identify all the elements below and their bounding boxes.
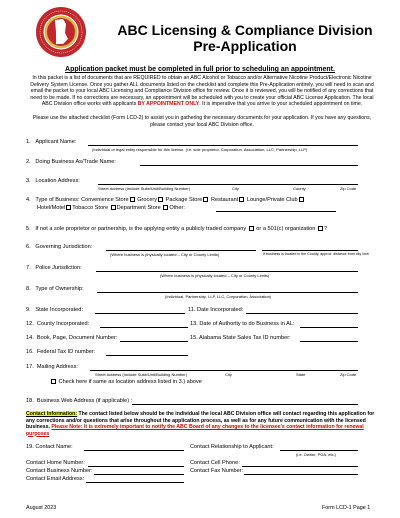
field-8-text: Type of Ownership: [35, 286, 84, 292]
option-convenience-store-checkbox[interactable] [130, 197, 135, 202]
checklist-note: Please use the attached checklist (Form LCD-2) to assist you in gathering the necessary documents for your application. If you have any questions, please contact your local ABC Division office. [32, 115, 372, 128]
field-17-state-caption: State [296, 372, 306, 377]
field-8-number: 8. [26, 286, 31, 292]
title-line-1: ABC Licensing & Compliance Division [117, 22, 373, 38]
option-hotel-motel-checkbox[interactable] [66, 205, 71, 210]
option-convenience-store-label: Convenience Store [81, 197, 129, 203]
contact-warning: Please Note: It is extremely important to notify the ABC Board of any changes to the licensee's contact information for renewal purposes [26, 424, 364, 437]
mailing-address-input[interactable] [90, 370, 358, 371]
field-7-text: Police Jurisdiction: [35, 265, 82, 271]
field-1-number: 1. [26, 139, 31, 145]
field-17-zip-caption: Zip Code [340, 372, 357, 377]
field-4-text: Type of Business: [35, 197, 80, 203]
business-number-label: Contact Business Number: [26, 468, 93, 474]
date-incorporated-input[interactable] [246, 313, 358, 314]
same-address-label: Check here if same as location address listed in 3.) above [58, 379, 202, 385]
county-incorporated-input[interactable] [100, 327, 188, 328]
relationship-input[interactable] [280, 450, 358, 451]
field-3-city-caption: City [232, 186, 239, 191]
field-12-text: County Incorporated: [36, 321, 90, 327]
appointment-only-text: BY APPOINTMENT ONLY [137, 101, 200, 107]
field-1-label [26, 139, 76, 146]
field-18-number: 18. [26, 398, 34, 404]
contact-information-block [26, 411, 378, 437]
field-17-number: 17. [26, 364, 34, 370]
option-lounge-checkbox[interactable] [299, 197, 304, 202]
email-label: Contact Email Address: [26, 476, 85, 482]
field-16-text: Federal Tax ID number: [36, 349, 96, 355]
other-business-type-input[interactable] [216, 211, 336, 212]
ownership-type-input[interactable] [97, 292, 358, 293]
field-17-label [26, 364, 78, 371]
contact-name-input[interactable] [84, 450, 184, 451]
field-7-caption: (Where business is physically located – City or County Limits) [160, 273, 270, 278]
same-address-checkbox[interactable] [51, 379, 56, 384]
title-line-2: Pre-Application [193, 38, 297, 54]
field-1-caption: (Individual or legal entity responsible for this license, (i.e. sole proprietor, Corporation, Association, LLC, Partnership, LLP) [92, 147, 308, 152]
option-department-store-checkbox[interactable] [111, 205, 116, 210]
field-9-label [26, 307, 83, 314]
field-2-number: 2. [26, 159, 31, 165]
field-3-street-caption: Street Address (Include Suite/Unit/Building Number) [98, 186, 191, 191]
option-grocery-checkbox[interactable] [158, 197, 163, 202]
field-11-number: 11. [188, 307, 196, 313]
option-tobacco-store-label: Tobacco Store [72, 205, 109, 211]
field-6-distance-caption: If business is located in the County, approx. distance from city limit [263, 252, 369, 256]
option-restaurant-label: Restaurant [210, 197, 239, 203]
field-6-label [26, 244, 92, 251]
field-14-label [26, 335, 117, 342]
relationship-label: Contact Relationship to Applicant: [190, 444, 274, 450]
business-number-input[interactable] [94, 474, 184, 475]
field-8-label [26, 286, 84, 293]
field-11-text: Date Incorporated: [196, 307, 244, 313]
field-5-or-text: or a 501(c) organization [256, 226, 316, 232]
home-number-label: Contact Home Number: [26, 460, 85, 466]
publicly-traded-checkbox[interactable] [249, 226, 254, 231]
field-3-text: Location Address: [35, 178, 80, 184]
applicant-name-input[interactable] [88, 145, 358, 146]
email-input[interactable] [86, 482, 184, 483]
nonprofit-501c-checkbox[interactable] [318, 226, 323, 231]
footer-date: August 2023 [26, 505, 57, 511]
date-of-authority-input[interactable] [300, 327, 358, 328]
field-14-text: Book, Page, Document Number: [36, 335, 118, 341]
field-17-street-caption: Street Address (Include Suite/Unit/Building Number) [95, 372, 188, 377]
cell-phone-input[interactable] [242, 466, 358, 467]
home-number-input[interactable] [88, 466, 184, 467]
field-16-number: 16. [26, 349, 34, 355]
option-department-store-label: Department Store [116, 205, 161, 211]
page-title [100, 22, 390, 54]
option-other-checkbox[interactable] [163, 205, 168, 210]
location-address-input[interactable] [98, 184, 358, 185]
intro-text-2: . It is imperative that you arrive to your scheduled appointment on time. [199, 101, 363, 107]
sales-tax-id-input[interactable] [300, 341, 358, 342]
field-12-number: 12. [26, 321, 34, 327]
field-19-label: 19. Contact Name: [26, 444, 73, 450]
field-3-label [26, 178, 80, 185]
police-jurisdiction-input[interactable] [96, 271, 358, 272]
field-15-text: Alabama State Sales Tax ID number: [199, 335, 291, 341]
field-3-zip-caption: Zip Code [340, 186, 357, 191]
contact-description: The contact listed below should be the individual the local ABC Division office will contact regarding this application for any corrections and/or questions that arise throughout the application process, as well as for any future communication with the licensed business. [26, 411, 375, 430]
option-grocery-label: Grocery [137, 197, 158, 203]
field-8-caption: (Individual, Partnership, LLP, LLC, Corporation, Association) [165, 294, 272, 299]
field-5-number: 5. [26, 226, 31, 232]
relationship-caption: (i.e. Owner, POA, etc.) [296, 452, 337, 457]
field-7-label [26, 265, 82, 272]
same-address-row [50, 379, 202, 386]
field-11-label [188, 307, 243, 314]
field-18-text: Business Web Address (if applicable) : [36, 398, 133, 404]
intro-paragraph [26, 75, 378, 108]
field-1-text: Applicant Name: [35, 139, 77, 145]
field-16-label [26, 349, 95, 356]
intro-text-1: In this packet is a list of documents that are REQUIRED to obtain an ABC Alcohol or Tobacco and/or Alternative Nicotine Product/Electronic Nicotine Delivery System License. Once you gather ALL documents listed on the checklist and complete this Pre-Application entirely, you will need to scan and email the packet to your local ABC Licensing and Compliance Division office for review. Once it is reviewed, you will be notified of any corrections that need to be made. If no corrections are necessary, an appointment will be scheduled with you to create your official ABC License Application. The local ABC Division office works with applicants [30, 75, 374, 107]
field-5-text: If not a sole proprietor or partnership, is the applying entity a publicly traded company [35, 226, 247, 232]
field-4-row-1 [26, 197, 305, 204]
field-7-number: 7. [26, 265, 31, 271]
field-18-label [26, 398, 132, 405]
field-17-city-caption: City [225, 372, 232, 377]
field-13-text: Date of Authority to do Business in AL: [199, 321, 295, 327]
field-13-label [190, 321, 295, 328]
field-5-label [26, 226, 327, 233]
field-15-number: 15. [190, 335, 198, 341]
field-14-number: 14. [26, 335, 34, 341]
governing-jurisdiction-input[interactable] [106, 250, 256, 251]
field-6-caption: (Where business is physically located – City or County Limits) [110, 252, 220, 257]
field-4-number: 4. [26, 197, 31, 203]
book-page-document-input[interactable] [120, 341, 188, 342]
option-lounge-label: Lounge/Private Club [246, 197, 298, 203]
cell-phone-label: Contact Cell Phone: [190, 460, 240, 466]
field-3-number: 3. [26, 178, 31, 184]
field-5-question-mark: ? [323, 226, 328, 232]
field-3-county-caption: County [293, 186, 306, 191]
subheading: Application packet must be completed in full prior to scheduling an appointment. [65, 66, 335, 73]
option-hotel-motel-label: Hotel/Motel [37, 205, 66, 211]
option-restaurant-checkbox[interactable] [239, 197, 244, 202]
field-9-number: 9. [26, 307, 31, 313]
field-2-text: Doing Business As/Trade Name: [35, 159, 116, 165]
alabama-abc-seal-icon [35, 6, 87, 58]
field-6-text: Governing Jurisdiction: [35, 244, 93, 250]
fax-number-input[interactable] [244, 474, 358, 475]
option-package-store-checkbox[interactable] [203, 197, 208, 202]
field-2-label [26, 159, 116, 166]
footer-form-page: Form LCD-1 Page 1 [322, 505, 371, 511]
web-address-input[interactable] [132, 404, 358, 405]
field-12-label [26, 321, 89, 328]
field-15-label [190, 335, 291, 342]
option-other-label: Other: [169, 205, 185, 211]
field-9-text: State Incorporated: [35, 307, 83, 313]
trade-name-input[interactable] [140, 165, 358, 166]
contact-heading: Contact Information: [26, 411, 78, 417]
fax-number-label: Contact Fax Number: [190, 468, 244, 474]
federal-tax-id-input[interactable] [106, 355, 188, 356]
state-incorporated-input[interactable] [95, 313, 185, 314]
field-4-row-2 [37, 205, 185, 212]
field-6-number: 6. [26, 244, 31, 250]
field-13-number: 13. [190, 321, 198, 327]
field-17-text: Mailing Address: [36, 364, 78, 370]
option-package-store-label: Package Store [165, 197, 203, 203]
distance-from-city-input[interactable] [262, 250, 358, 251]
